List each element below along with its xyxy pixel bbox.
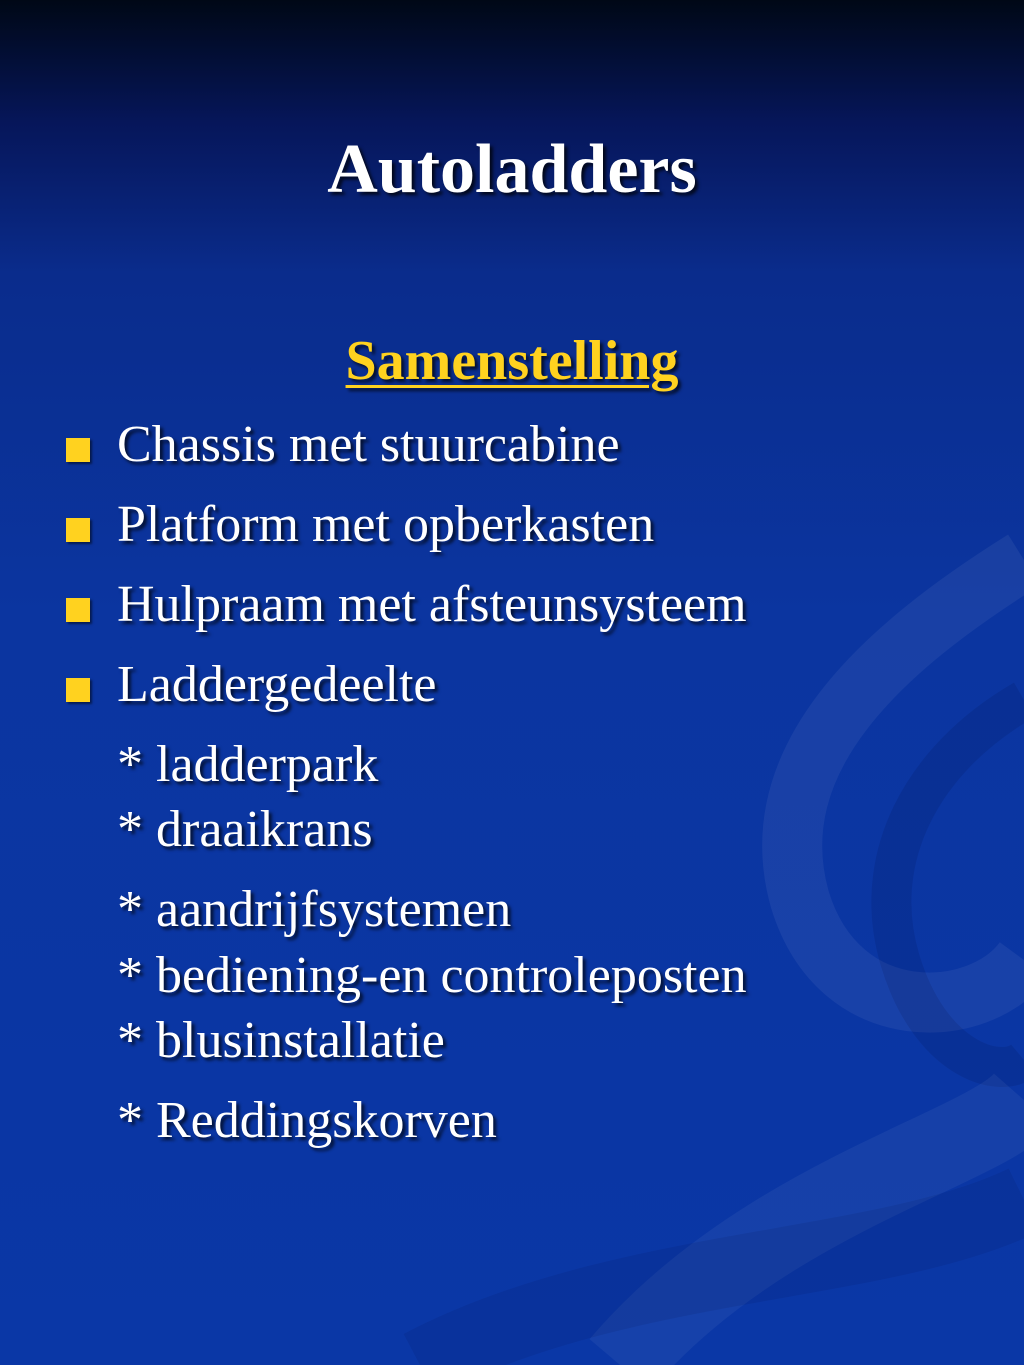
bullet-text: Chassis met stuurcabine xyxy=(117,416,620,473)
square-bullet-icon xyxy=(66,518,90,542)
slide-subtitle: Samenstelling xyxy=(345,330,679,392)
bullet-text: Hulpraam met afsteunsysteem xyxy=(117,576,747,633)
sub-item: * ladderpark xyxy=(117,736,379,793)
sub-item: * blusinstallatie xyxy=(117,1012,445,1069)
bullet-text: Platform met opberkasten xyxy=(117,496,655,553)
square-bullet-icon xyxy=(66,438,90,462)
bullet-text: Laddergedeelte xyxy=(117,656,437,713)
sub-item: * draaikrans xyxy=(117,801,373,858)
slide-title: Autoladders xyxy=(327,131,697,208)
sub-item: * aandrijfsystemen xyxy=(117,881,512,938)
square-bullet-icon xyxy=(66,598,90,622)
square-bullet-icon xyxy=(66,678,90,702)
sub-item: * bediening-en controleposten xyxy=(117,947,747,1004)
sub-item: * Reddingskorven xyxy=(117,1092,497,1149)
